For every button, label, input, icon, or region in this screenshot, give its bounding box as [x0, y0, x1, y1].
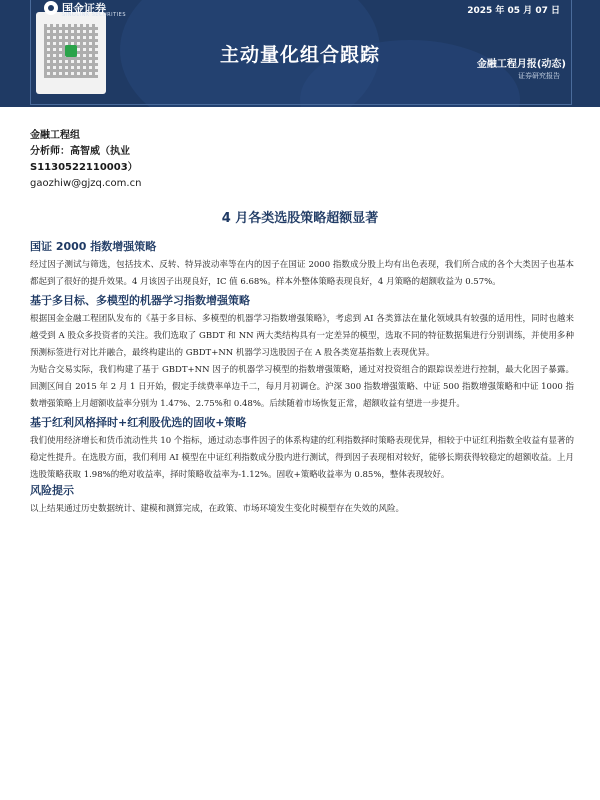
- report-category: 证券研究报告: [518, 72, 560, 80]
- section-paragraph: 经过因子测试与筛选，包括技术、反转、特异波动率等在内的因子在国证 2000 指数成分股上均有出色表现，我们所合成的各个大类因子也基本都起到了很好的提升效果。4 月该因子出现良好，IC 值 6.68%。样本外整体策略表现良好，4 月策略的超额收益为 0.57%。: [30, 260, 574, 287]
- broker-logo-icon: [44, 1, 58, 15]
- broker-name: 国金证券: [62, 1, 106, 15]
- broker-english-name: SINOLINK SECURITIES: [62, 12, 126, 18]
- report-content: [30, 240, 574, 518]
- analyst-info: [30, 128, 141, 192]
- section: [30, 294, 574, 413]
- analyst-email[interactable]: gaozhiw@gjzq.com.cn: [30, 178, 142, 189]
- section: [30, 240, 574, 291]
- section-paragraph: 以上结果通过历史数据统计、建模和测算完成，在政策、市场环境发生变化时模型存在失效的风险。: [30, 504, 405, 514]
- section-title: 基于多目标、多模型的机器学习指数增强策略: [30, 294, 250, 307]
- analyst-license: S1130522110003）: [30, 162, 138, 173]
- document-title: 4 月各类选股策略超额显著: [221, 211, 379, 226]
- report-main-title: 主动量化组合跟踪: [219, 44, 380, 66]
- section-paragraph: 为贴合交易实际，我们构建了基于 GBDT+NN 因子的机器学习模型的指数增强策略，通过对投资组合的跟踪误差进行控制，最大化因子暴露。回测区间自 2015 年 2 月 1 日开始，假定手续费率单边千二，每月月初调仓。沪深 300 指数增强策略、中证 500 指数增强策略和中证 1000 指数增强策略上月超额收益率分别为 1.47%、2.75%和 0.48%。后续随着市场恢复正常，超额收益有望进一步提升。: [30, 365, 574, 409]
- section: [30, 416, 574, 484]
- report-date: 2025 年 05 月 07 日: [467, 6, 560, 16]
- section-title: 国证 2000 指数增强策略: [30, 240, 157, 253]
- section: [30, 484, 574, 518]
- section-title: 风险提示: [30, 484, 74, 497]
- section-paragraph: 根据国金金融工程团队发布的《基于多目标、多模型的机器学习指数增强策略》，考虑到 AI 各类算法在量化领域具有较强的适用性，同时也越来越受到 A 股众多投资者的关注。我们选取了 GBDT 和 NN 两大类结构具有一定差异的模型，选取不同的特征数据集进行分别训练，并使用多种预测标签进行对比并融合，最终构建出的 GBDT+NN 机器学习选股因子在 A 股各类宽基指数上表现优异。: [30, 314, 574, 358]
- section-title: 基于红利风格择时+红利股优选的固收+策略: [30, 416, 247, 429]
- analyst-group: 金融工程组: [30, 130, 80, 141]
- analyst-name: 分析师：高智威（执业: [30, 146, 130, 157]
- section-paragraph: 我们使用经济增长和货币流动性共 10 个指标，通过动态事件因子的体系构建的红利指数择时策略表现优异，相较于中证红利指数全收益有显著的稳定性提升。在选股方面，我们利用 AI 模型在中证红利指数成分股内进行测试，得到因子表现相对较好，能够长期获得较稳定的超额收益。上月选股策略获取 1.98%的绝对收益率，择时策略收益率为-1.12%。固收+策略收益率为 0.85%，整体表现较好。: [30, 436, 574, 480]
- report-type: 金融工程月报(动态): [476, 59, 566, 70]
- report-header: [0, 0, 600, 107]
